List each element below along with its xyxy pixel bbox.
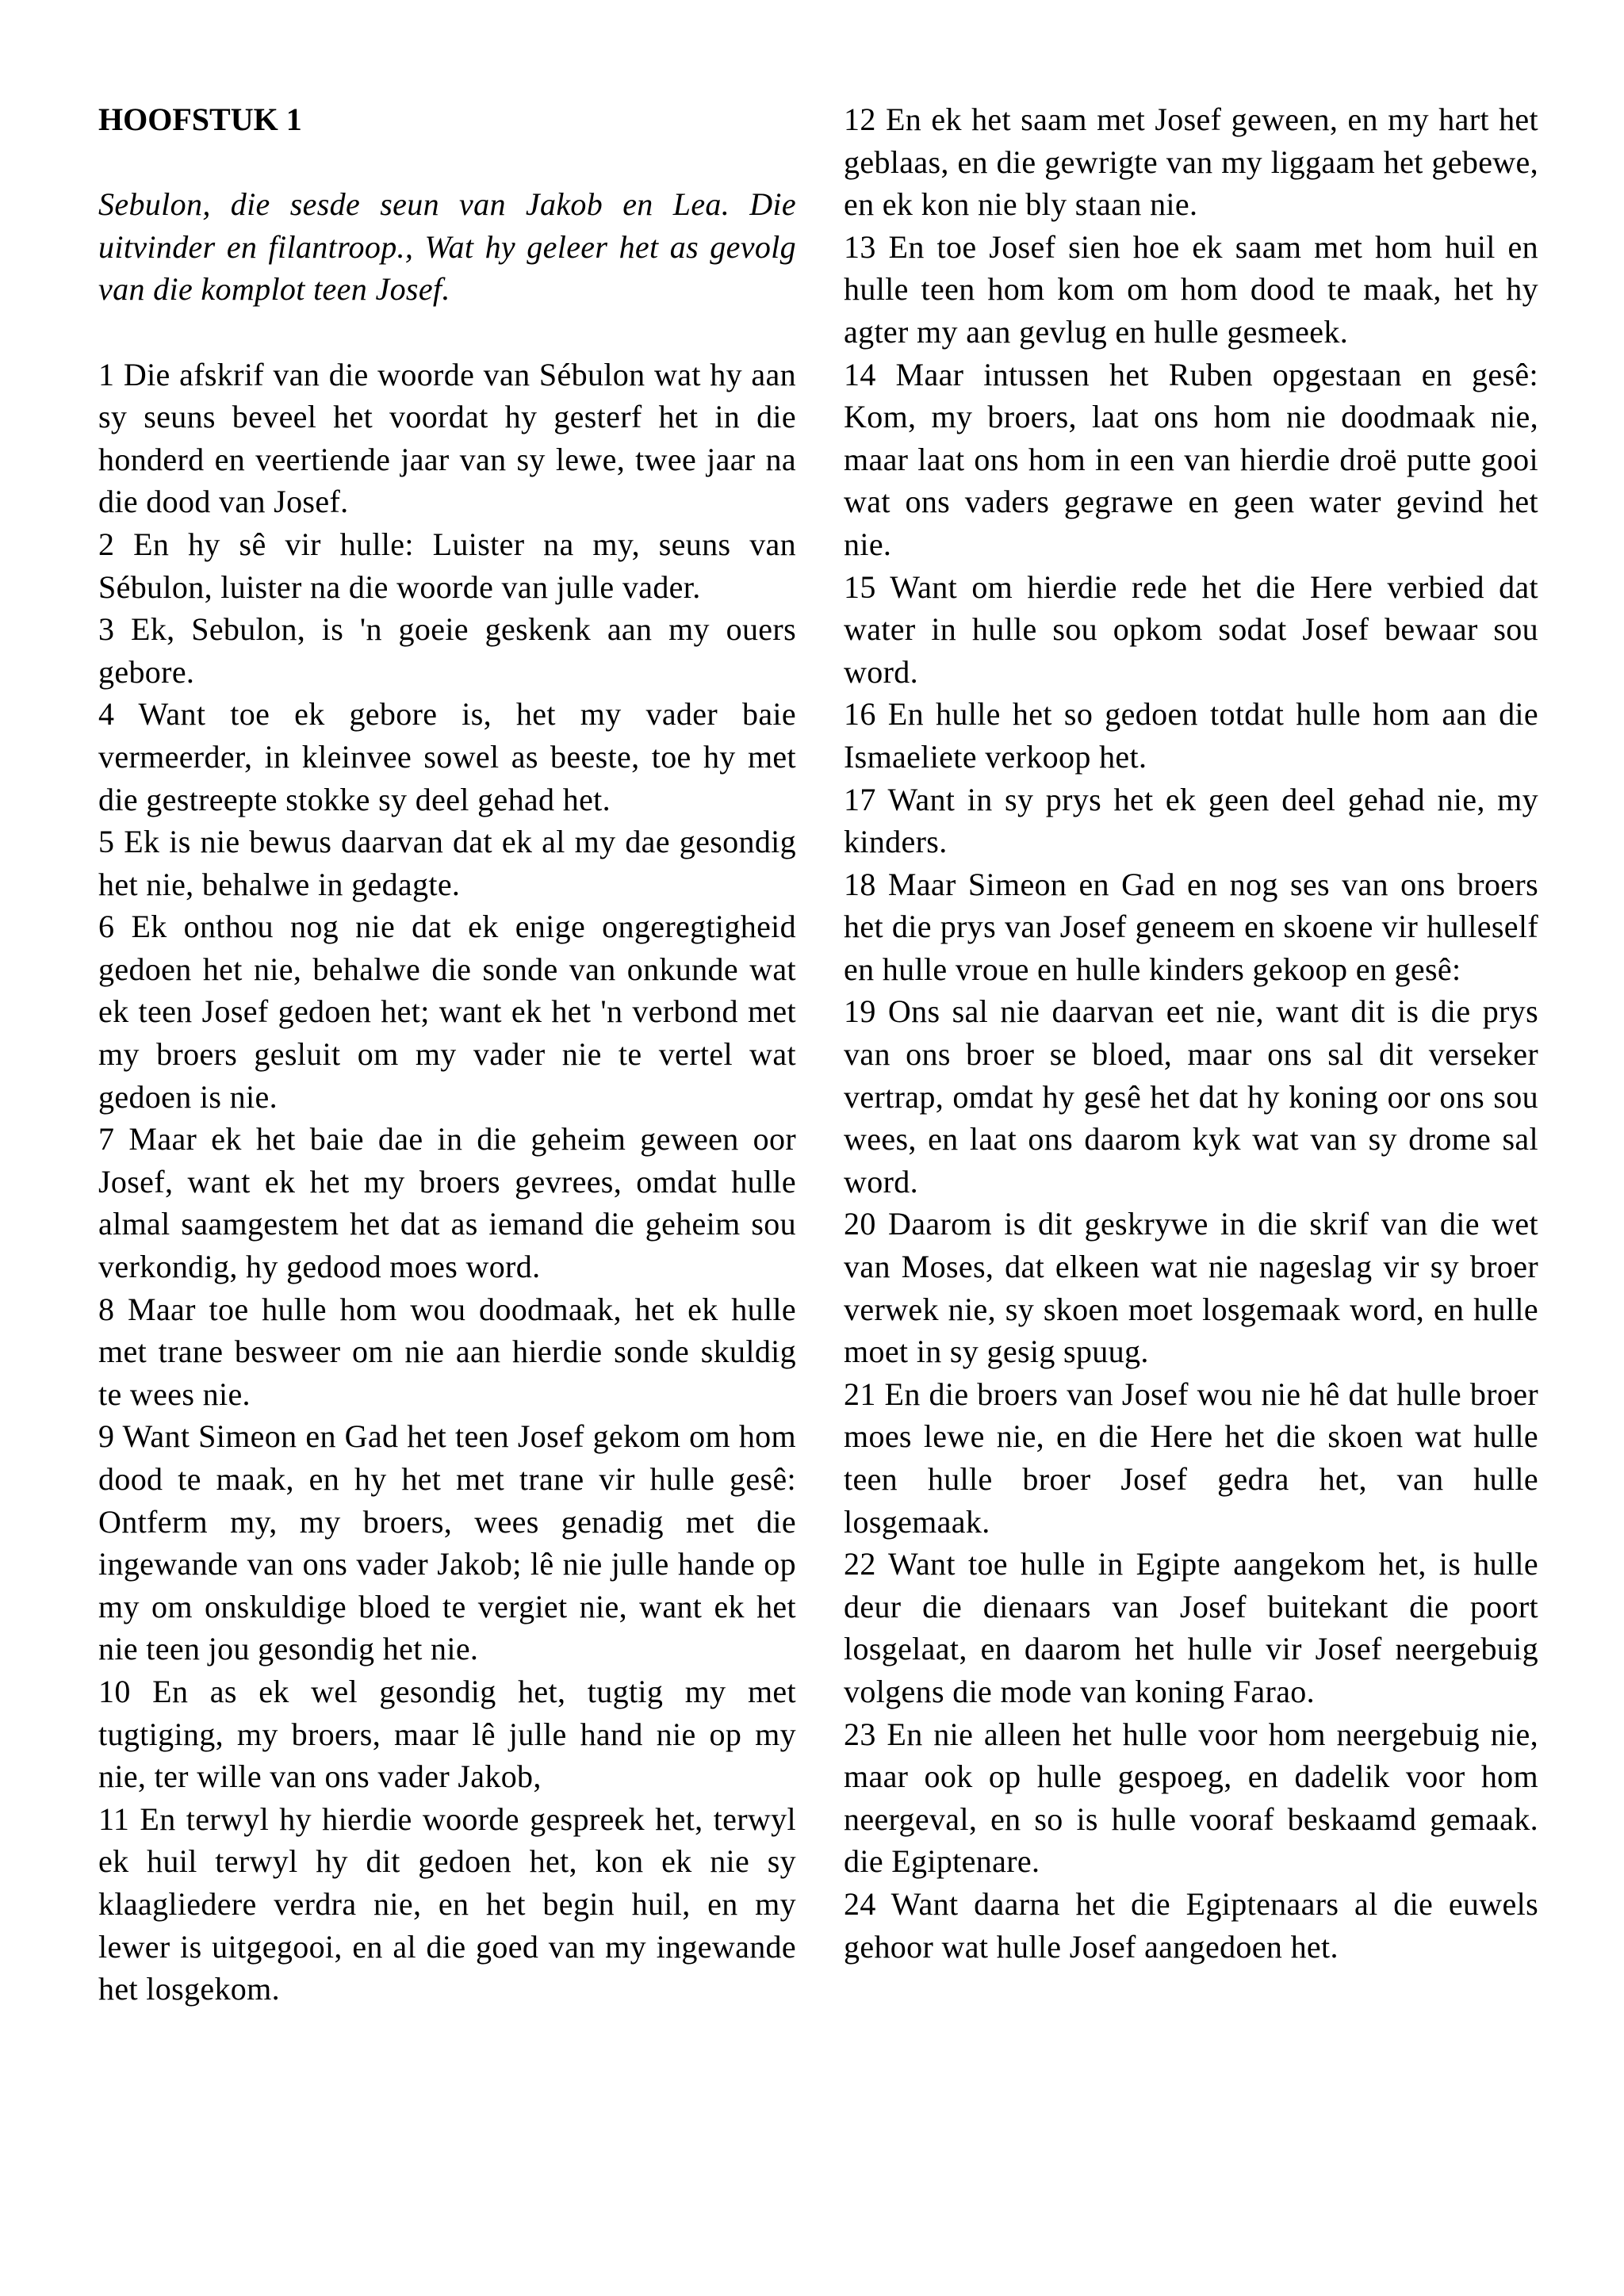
chapter-heading: HOOFSTUK 1 (98, 101, 302, 137)
verse: 9 Want Simeon en Gad het teen Josef gekom om hom dood te maak, en hy het met trane vir hulle gesê: Ontferm my, my broers, wees genadig met die ingewande van ons vader Jakob; lê nie julle hande op my om onskuldige bloed te vergiet nie, want ek het nie teen jou gesondig het nie. (98, 1418, 796, 1667)
verse: 16 En hulle het so gedoen totdat hulle hom aan die Ismaeliete verkoop het. (844, 696, 1538, 775)
chapter-intro: Sebulon, die sesde seun van Jakob en Lea. Die uitvinder en filantroop., Wat hy geleer het as gevolg van die komplot teen Josef. (98, 186, 796, 308)
verse: 1 Die afskrif van die woorde van Sébulon wat hy aan sy seuns beveel het voordat hy gesterf het in die honderd en veertiende jaar van sy lewe, twee jaar na die dood van Josef. (98, 356, 796, 520)
verse: 10 En as ek wel gesondig het, tugtig my met tugtiging, my broers, maar lê julle hand nie op my nie, ter wille van ons vader Jakob, (98, 1673, 796, 1795)
verse: 15 Want om hierdie rede het die Here verbied dat water in hulle sou opkom sodat Josef bewaar sou word. (844, 568, 1538, 690)
verse: 7 Maar ek het baie dae in die geheim geween oor Josef, want ek het my broers gevrees, omdat hulle almal saamgestem het dat as iemand die geheim sou verkondig, hy gedood moes word. (98, 1121, 796, 1285)
verse: 8 Maar toe hulle hom wou doodmaak, het ek hulle met trane besweer om nie aan hierdie sonde skuldig te wees nie. (98, 1291, 796, 1412)
verse: 19 Ons sal nie daarvan eet nie, want dit is die prys van ons broer se bloed, maar ons sal dit verseker vertrap, omdat hy gesê het dat hy koning oor ons sou wees, en laat ons daarom kyk wat van sy drome sal word. (844, 993, 1538, 1200)
verse: 5 Ek is nie bewus daarvan dat ek al my dae gesondig het nie, behalwe in gedagte. (98, 824, 796, 902)
verse: 12 En ek het saam met Josef geween, en my hart het geblaas, en die gewrigte van my liggaam het gebewe, en ek kon nie bly staan nie. (844, 101, 1538, 223)
verse: 21 En die broers van Josef wou nie hê dat hulle broer moes lewe nie, en die Here het die skoen wat hulle teen hulle broer Josef gedra het, van hulle losgemaak. (844, 1376, 1538, 1540)
right-column (844, 98, 1538, 1968)
verse: 24 Want daarna het die Egiptenaars al die euwels gehoor wat hulle Josef aangedoen het. (844, 1885, 1538, 1965)
verse: 2 En hy sê vir hulle: Luister na my, seuns van Sébulon, luister na die woorde van julle vader. (98, 526, 796, 605)
verse: 13 En toe Josef sien hoe ek saam met hom huil en hulle teen hom kom om hom dood te maak, het hy agter my aan gevlug en hulle gesmeek. (844, 228, 1538, 350)
verse: 20 Daarom is dit geskrywe in die skrif van die wet van Moses, dat elkeen wat nie nageslag vir sy broer verwek nie, sy skoen moet losgemaak word, en hulle moet in sy gesig spuug. (844, 1206, 1538, 1370)
verse: 11 En terwyl hy hierdie woorde gespreek het, terwyl ek huil terwyl hy dit gedoen het, kon ek nie sy klaagliedere verdra nie, en het begin huil, en my lewer is uitgegooi, en al die goed van my ingewande het losgekom. (98, 1800, 796, 2007)
verse: 14 Maar intussen het Ruben opgestaan en gesê: Kom, my broers, laat ons hom nie doodmaak nie, maar laat ons hom in een van hierdie droë putte gooi wat ons vaders gegrawe en geen water gevind het nie. (844, 356, 1538, 562)
left-column (98, 98, 796, 2011)
verse: 3 Ek, Sebulon, is 'n goeie geskenk aan my ouers gebore. (98, 611, 796, 690)
verse: 22 Want toe hulle in Egipte aangekom het, is hulle deur die dienaars van Josef buitekant die poort losgelaat, en daarom het hulle vir Josef neergebuig volgens die mode van koning Farao. (844, 1546, 1538, 1709)
verse: 4 Want toe ek gebore is, het my vader baie vermeerder, in kleinvee sowel as beeste, toe hy met die gestreepte stokke sy deel gehad het. (98, 696, 796, 817)
verse: 18 Maar Simeon en Gad en nog ses van ons broers het die prys van Josef geneem en skoene vir hulleself en hulle vroue en hulle kinders gekoop en gesê: (844, 866, 1538, 987)
verse: 17 Want in sy prys het ek geen deel gehad nie, my kinders. (844, 781, 1538, 860)
verse: 23 En nie alleen het hulle voor hom neergebuig nie, maar ook op hulle gespoeg, en dadelik voor hom neergeval, en so is hulle vooraf beskaamd gemaak. die Egiptenare. (844, 1716, 1538, 1880)
verse: 6 Ek onthou nog nie dat ek enige ongeregtigheid gedoen het nie, behalwe die sonde van onkunde wat ek teen Josef gedoen het; want ek het 'n verbond met my broers gesluit om my vader nie te vertel wat gedoen is nie. (98, 909, 796, 1115)
